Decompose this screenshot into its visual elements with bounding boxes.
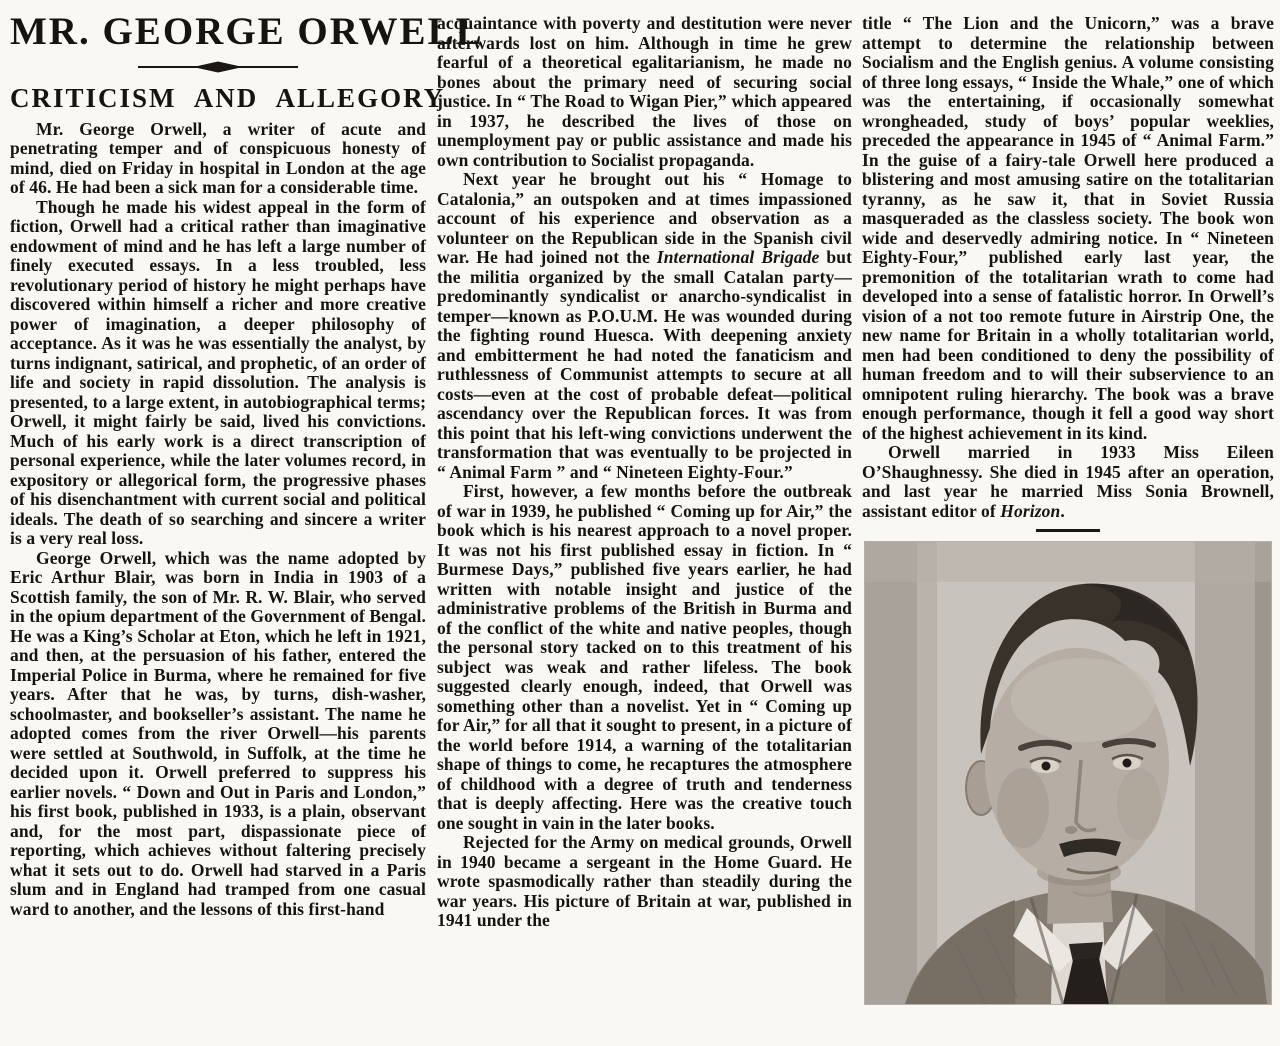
paragraph — [862, 443, 1274, 521]
paragraph — [10, 120, 426, 198]
text-run: Rejected for the Army on medical grounds, Orwell in 1940 became a sergeant in the Home Guard. He wrote spasmodically rather than steadily during the war years. His picture of Britain at war, published in 1941 under the — [437, 832, 852, 930]
portrait-illustration — [865, 542, 1271, 1004]
paragraph — [862, 14, 1274, 443]
text-run: Mr. George Orwell, a writer of acute and penetrating temper and of conspicuous honesty of mind, died on Friday in hospital in London at the age of 46. He had been a sick man for a considerable time. — [10, 118, 426, 198]
headline-divider-rule — [10, 59, 426, 75]
diamond-rule-icon — [138, 59, 298, 75]
column-1-text — [10, 120, 426, 920]
column-2-text — [437, 14, 852, 931]
column-1 — [10, 10, 484, 919]
column-3 — [862, 14, 1274, 1005]
paragraph — [10, 198, 426, 549]
paragraph — [437, 170, 852, 482]
subhead: CRITICISM AND ALLEGORY — [10, 82, 446, 113]
text-run: Orwell married in 1933 Miss Eileen O’Shaughnessy. She died in 1945 after an operation, and last year he married Miss Sonia Brownell, assistant editor of — [862, 442, 1274, 521]
text-run: acquaintance with poverty and destitution were never afterwards lost on him. Although in time he grew fearful of a theoretical egalitarianism, he made no bones about the primary need of securing social justice. In “ The Road to Wigan Pier,” which appeared in 1937, he described the lives of those on unemployment pay or public assistance and made his own contribution to Socialist propaganda. — [437, 13, 852, 170]
text-run: . — [1060, 500, 1065, 521]
paragraph — [10, 549, 426, 920]
text-run: First, however, a few months before the outbreak of war in 1939, he published “ Coming up for Air,” the book which is his nearest approach to a novel proper. It was not his first published essay in fiction. In “ Burmese Days,” published five years earlier, he had written with notable insight and justice of the administrative problems of the British in Burma and of the conflict of the white and native peoples, though the personal story tacked on to this treatment of his subject was weak and rather lifeless. The book suggested clearly enough, indeed, that Orwell was something other than a novelist. Yet in “ Coming up for Air,” for all that it sought to present, in a picture of the world before 1914, a warning of the totalitarian shape of things to come, he recaptures the atmosphere of childhood with a degree of truth and tenderness that is deeply affecting. Here was the creative touch one sought in vain in the later books. — [437, 481, 852, 833]
paragraph — [437, 833, 852, 931]
text-run: Though he made his widest appeal in the form of fiction, Orwell had a critical rather than imaginative endowment of mind and he has left a large number of finely executed essays. In a less troubled, less revolutionary period of history he might perhaps have discovered within himself a richer and more creative power of imagination, a deeper philosophy of acceptance. As it was he was essentially the analyst, by turns indignant, satirical, and prophetic, of an order of life and society in rapid dissolution. The analysis is presented, to a large extent, in autobiographical terms; Orwell, it might fairly be said, lived his convictions. Much of his early work is a direct transcription of personal experience, while the later volumes record, in expository or allegorical form, the progressive phases of his disenchantment with current social and political ideals. The death of so searching and sincere a writer is a very real loss. — [10, 196, 426, 549]
text-run: but the militia organized by the small Catalan party—predominantly syndicalist or anarcho-syndicalist in temper—known as P.O.U.M. He was wounded during the fighting round Huesca. With deepening anxiety and embitterment he had noted the fanaticism and ruthlessness of Communist attempts to secure at all costs—even at the cost of probable defeat—political ascendancy over the Republican forces. It was from this point that his left-wing convictions underwent the transformation that was eventually to be projected in “ Animal Farm ” and “ Nineteen Eighty-Four.” — [437, 247, 852, 482]
text-run: title “ The Lion and the Unicorn,” was a brave attempt to determine the relationship between Socialism and the English genius. A volume consisting of three long essays, “ Inside the Whale,” one of which was the entertaining, if occasionally somewhat wrongheaded, study of boys’ popular weeklies, preceded the appearance in 1945 of “ Animal Farm.” In the guise of a fairy-tale Orwell here produced a blistering and most amusing satire on the totalitarian tyranny, as he saw it, that in Soviet Russia masqueraded as the classless society. The book won wide and deservedly admiring notice. In “ Nineteen Eighty-Four,” published early last year, the premonition of the totalitarian wrath to come had developed into a sense of fatalistic horror. In Orwell’s vision of a not too remote future in Airstrip One, the new name for Britain in a wholly totalitarian world, men had been conditioned to deny the possibility of human freedom and to will their subservience to an omnipotent ruling hierarchy. The book was a brave enough performance, though it fell a good way short of the highest achievement in its kind. — [862, 13, 1274, 443]
column-3-text — [862, 14, 1274, 521]
column-2 — [437, 14, 852, 931]
paragraph — [437, 482, 852, 833]
italic-text: International Brigade — [656, 247, 820, 267]
text-run: Next year he brought out his “ Homage to Catalonia,” an outspoken and at times impassioned account of his experience and observation as a volunteer on the Republican side in the Spanish civil war. He had joined not the — [437, 169, 852, 267]
headline: MR. GEORGE ORWELL — [10, 10, 484, 53]
italic-text: Horizon — [1000, 500, 1061, 521]
orwell-portrait-photo — [864, 541, 1272, 1005]
text-run: George Orwell, which was the name adopted by Eric Arthur Blair, was born in India in 1903 of a Scottish family, the son of Mr. R. W. Blair, who served in the opium department of the Government of Bengal. He was a King’s Scholar at Eton, which he left in 1921, and then, at the persuasion of his father, entered the Imperial Police in Burma, where he remained for five years. After that he was, by turns, dish-washer, schoolmaster, and bookseller’s assistant. The name he adopted comes from the river Orwell—his parents were settled at Southwold, in Suffolk, at the time he decided upon it. Orwell preferred to suppress his earlier novels. “ Down and Out in Paris and London,” his first book, published in 1933, is a plain, observant and, for the most part, dispassionate piece of reporting, which achieves without faltering precisely what it sets out to do. Orwell had starved in a Paris slum and in England had tramped from one casual ward to another, and the lessons of this first-hand — [10, 547, 426, 919]
paragraph — [437, 14, 852, 170]
end-of-article-rule — [1036, 529, 1100, 532]
